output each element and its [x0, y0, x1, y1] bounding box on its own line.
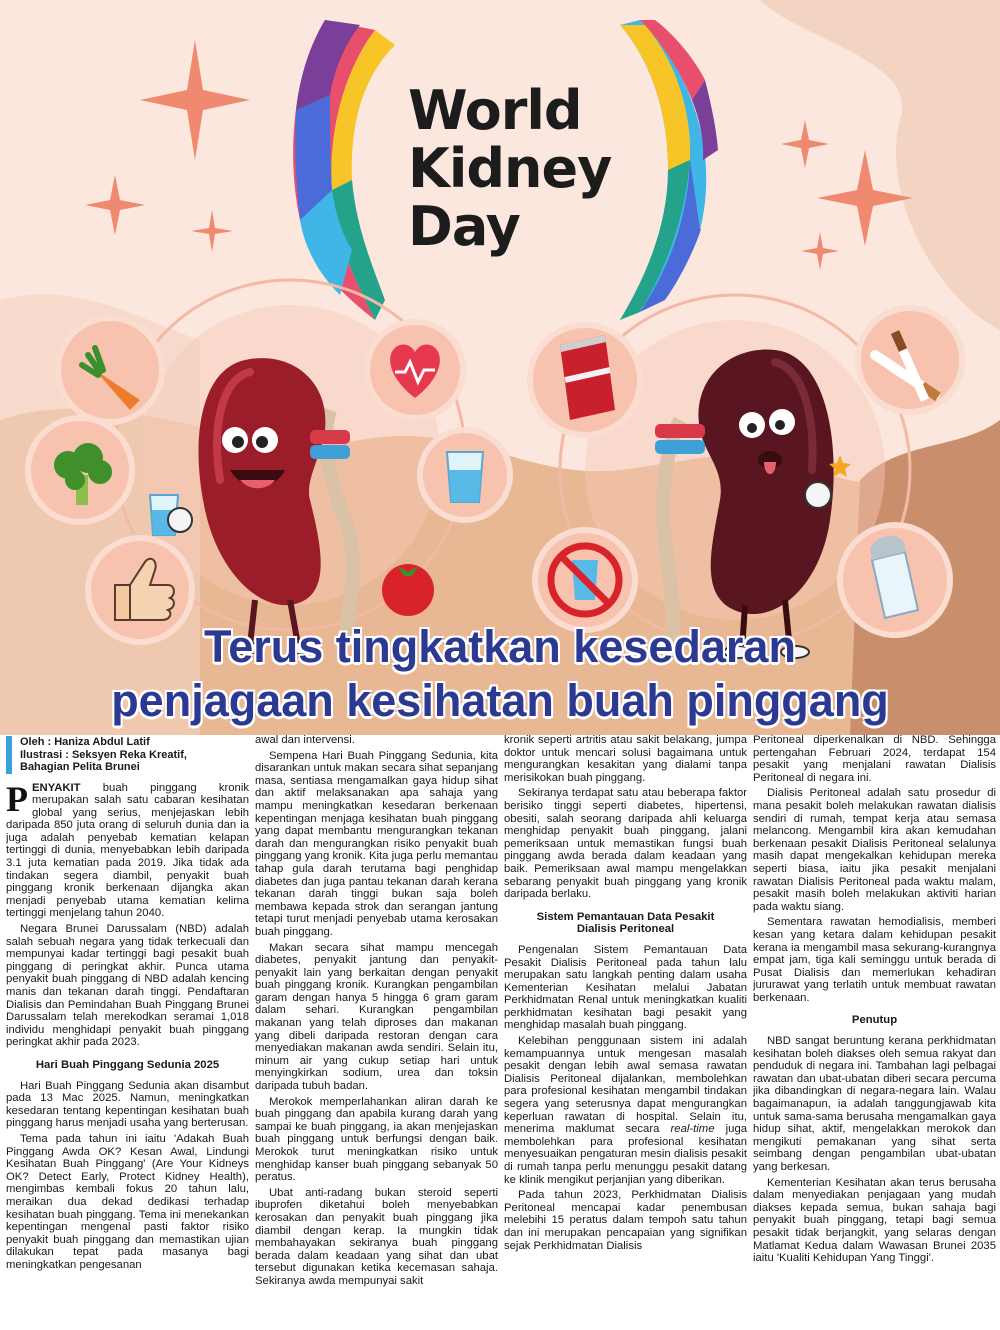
salt-shaker-icon: [840, 525, 950, 635]
paragraph-text: buah pinggang kronik merupakan salah satu cabaran kesihatan global yang serius, menjejaskan lebih daripada 850 juta orang di seluruh dunia dan ia juga adalah penyebab kematian kelapan tertinggi di dunia, menyebabkan lebih daripada 3.1 juta kematian pada 2019. Jika tidak ada tindakan segera diambil, penyakit buah pinggang kronik berkenaan dijangka akan menjadi penyebab utama kematian kelima tertinggi menjelang tahun 2040.: [6, 781, 249, 920]
background-blob-right: [760, 0, 1000, 330]
paragraph: Makan secara sihat mampu mencegah diabetes, penyakit jantung dan penyakit-penyakit lain yang berkaitan dengan penyakit buah pinggang kronik. Kurangkan pengambilan garam dengan hanya 5 hingga 6 gram garam dalam sehari. Kurangkan pengambilan makanan yang telah diproses dan makanan yang dibeli daripada restoran dengan cara menyediakan makanan awda sendiri. Selain itu, minum air yang cukup setiap hari untuk menyingkirkan sodium, urea dan toksin daripada tubuh badan.: [255, 941, 498, 1093]
byline: [6, 736, 249, 774]
heart-icon: [367, 322, 463, 418]
sparkle-icon-6: [801, 232, 839, 270]
logo-line-1: World: [408, 79, 582, 142]
headline-line-2: penjagaan kesihatan buah pinggang: [111, 675, 889, 726]
subheading-line-2: Dialisis Peritoneal: [576, 923, 675, 936]
byline-author: Oleh : Haniza Abdul Latif: [20, 736, 150, 748]
article-body: [6, 734, 994, 1326]
emphasis-text: real-time: [670, 1123, 715, 1136]
subheading: [504, 911, 747, 936]
lead-word: ENYAKIT: [32, 781, 81, 794]
tomato-icon: [382, 564, 434, 616]
right-ribbon-logo: [620, 20, 718, 320]
paragraph: [6, 778, 249, 921]
logo-line-2: Kidney: [408, 137, 612, 200]
headline-line-1: Terus tingkatkan kesedaran: [204, 621, 796, 672]
no-water-icon: [535, 530, 635, 630]
paragraph-text: Kelebihan penggunaan sistem ini adalah kemampuannya untuk mengesan masalah pesakit dengan lebih awal semasa rawatan Dialisis Peritoneal dijalankan, membolehkan para profesional kesihatan mengambil tindakan segera yang seterusnya dapat mengurangkan keperluan rawatan di hospital. Selain itu, menerima maklumat secara: [504, 1035, 747, 1136]
paragraph: Hari Buah Pinggang Sedunia akan disambut pada 13 Mac 2025. Namun, meningkatkan kesedaran tentang kepentingan kesihatan buah pinggang harus menjadi usaha yang berterusan.: [6, 1079, 249, 1130]
paragraph: Pada tahun 2023, Perkhidmatan Dialisis Peritoneal mencapai kadar penembusan melebihi 15 peratus dalam tempoh satu tahun dan ini merupakan pencapaian yang signifikan sejak Perkhidmatan Dialisis: [504, 1189, 747, 1252]
paragraph: Sempena Hari Buah Pinggang Sedunia, kita disarankan untuk makan secara sihat sepanjang masa, sentiasa mengamalkan gaya hidup sihat dan aktif melaksanakan apa sahaja yang mampu meningkatkan kesedaran berkenaan kepentingan menjaga kesihatan buah pinggang yang dapat membantu mengurangkan tekanan darah dan mengurangkan risiko penyakit buah pinggang yang kronik. Kita juga perlu memantau tahap gula darah terutama bagi penghidap diabetes dan juga pantau tekanan darah kerana tekanan darah tinggi bukan saja boleh membawa kepada strok dan serangan jantung tetapi turut menjadi penyebab utama kerosakan buah pinggang.: [255, 749, 498, 938]
byline-illustration-1: Ilustrasi : Seksyen Reka Kreatif,: [20, 748, 187, 761]
byline-illustration-2: Bahagian Pelita Brunei: [20, 761, 140, 773]
paragraph: [504, 1035, 747, 1186]
sparkle-icon-2: [85, 175, 145, 235]
paragraph: kronik seperti artritis atau sakit belakang, jumpa doktor untuk mencari solusi bagaimana untuk mengurangkan kesakitan yang dialami tanpa merisikokan buah pinggang.: [504, 734, 747, 784]
sparkle-icon-3: [191, 210, 233, 252]
cigarette-icon: [858, 308, 962, 412]
paragraph: Negara Brunei Darussalam (NBD) adalah salah sebuah negara yang tidak terkecuali dan mempunyai kadar tertinggi bagi pesakit buah pinggang di peringkat akhir. Punca utama penyakit buah pinggang di NBD adalah kencing manis dan tekanan darah tinggi. Pendaftaran Dialisis dan Pemindahan Buah Pinggang Brunei Darussalam telah merekodkan seramai 1,018 individu menghidapi penyakit buah pinggang peringkat akhir pada 2023.: [6, 923, 249, 1049]
paragraph: Dialisis Peritoneal adalah satu prosedur di mana pesakit boleh melakukan rawatan dialisis sendiri di rumah, tempat kerja atau semasa melancong. Mengambil kira akan kemudahan berkenaan pesakit Dialisis Peritoneal selalunya masih dapat mengekalkan kehidupan mereka seperti biasa, iaitu jika pesakit menjalani rawatan Dialisis Peritoneal pada waktu malam, pesakit masih boleh melakukan aktiviti harian pada waktu siang.: [753, 787, 996, 913]
soda-can-icon: [530, 325, 640, 435]
water-glass-icon: [420, 430, 510, 520]
paragraph: Kementerian Kesihatan akan terus berusaha dalam menyediakan penjagaan yang mudah diakses kepada semua, bukan sahaja bagi penyakit buah pinggang, tetapi bagi semua pesakit tidak berjangkit, yang selaras dengan Matlamat Kedua dalam Wawasan Brunei 2035 iaitu 'Kualiti Kehidupan Yang Tinggi'.: [753, 1176, 996, 1265]
sparkle-icon-1: [140, 40, 250, 160]
left-ribbon-logo: [293, 20, 395, 320]
paragraph: Sementara rawatan hemodialisis, memberi kesan yang ketara dalam kehidupan pesakit kerana ia mengambil masa sekurang-kurangnya empat jam, tiga kali seminggu untuk berada di Pusat Dialisis dan memerlukan kehadiran jururawat yang terlatih untuk membuat rawatan berkenaan.: [753, 916, 996, 1004]
paragraph: Sekiranya terdapat satu atau beberapa faktor berisiko tinggi seperti diabetes, hipertensi, obesiti, salah seorang daripada ahli keluarga menghidap penyakit buah pinggang, jalani pemeriksaan untuk memastikan fungsi buah pinggang awda berada dalam keadaan yang baik. Pemeriksaan awal mampu mengelakkan sebarang penyakit buah pinggang yang kronik daripada berlaku.: [504, 787, 747, 901]
paragraph: NBD sangat beruntung kerana perkhidmatan kesihatan boleh diakses oleh semua rakyat dan penduduk di negara ini. Tambahan lagi pelbagai rawatan dan ubat-ubatan diberi secara percuma jika dibandingkan di negara-negara lain. Walau bagaimanapun, ia adalah tanggungjawab kita untuk sama-sama berusaha mengamalkan gaya hidup sihat, aktif, mengelakkan merokok dan mengikuti pemakanan yang sihat serta seimbang dengan pengambilan ubat-ubatan yang berkesan.: [753, 1035, 996, 1173]
paragraph: Merokok memperlahankan aliran darah ke buah pinggang dan apabila kurang darah yang sampai ke buah pinggang, ia akan menjejaskan buah pinggang untuk berfungsi dengan baik. Merokok turut meningkatkan risiko untuk menghidap kanser buah pinggang sebanyak 50 peratus.: [255, 1095, 498, 1184]
subheading: Penutup: [851, 1014, 898, 1027]
paragraph: Tema pada tahun ini iaitu 'Adakah Buah Pinggang Awda OK? Kesan Awal, Lindungi Kesihatan Buah Pinggang' (Are Your Kidneys OK? Detect Early, Protect Kidney Health), mengimbas kembali fokus 20 tahun lalu, meraikan dua dekad dedikasi terhadap kesihatan buah pinggang. Tema ini menekankan kepentingan mengenal pasti faktor risiko penyakit buah pinggang dan memastikan ujian dilakukan tepat pada masanya bagi meningkatkan pengesanan: [6, 1132, 249, 1271]
drop-cap: P: [6, 778, 28, 819]
subheading: Hari Buah Pinggang Sedunia 2025: [35, 1058, 220, 1071]
article-headline: [0, 620, 1000, 728]
column-2: [255, 734, 498, 1326]
paragraph: awal dan intervensi.: [255, 734, 355, 746]
sparkle-icon-5: [781, 120, 829, 168]
subheading-line-1: Sistem Pemantauan Data Pesakit: [536, 910, 715, 923]
column-3: [504, 734, 747, 1326]
world-kidney-day-logo-text: [408, 79, 628, 258]
paragraph: Ubat anti-radang bukan steroid seperti ibuprofen diketahui boleh menyebabkan kerosakan dan penyakit buah pinggang jika diambil dengan kerap. Ia mungkin tidak membahayakan sekiranya buah pinggang berada dalam keadaan yang sihat dan ubat tersebut digunakan ketika kecemasan sahaja. Sekiranya awda mempunyai sakit: [255, 1186, 498, 1287]
logo-line-3: Day: [408, 195, 520, 258]
carrot-icon: [58, 318, 162, 422]
paragraph-text: juga membolehkan para profesional kesihatan menyesuaikan pengaturan mesin dialisis pesakit di rumah tanpa perlu menunggu pesakit datang ke klinik mengikut perjanjian yang diberikan.: [504, 1123, 747, 1186]
column-1: [6, 734, 249, 1326]
paragraph: Pengenalan Sistem Pemantauan Data Pesakit Dialisis Peritoneal pada tahun lalu merupakan satu langkah penting dalam usaha Kementerian Kesihatan melalui Jabatan Perkhidmatan Renal untuk meningkatkan kualiti perkhidmatan kesihatan bagi pesakit yang menghidap masalah buah pinggang.: [504, 943, 747, 1032]
column-4: [753, 734, 996, 1326]
paragraph: Peritoneal diperkenalkan di NBD. Sehingga pertengahan Februari 2024, terdapat 154 pesakit yang menjalani rawatan Dialisis Peritoneal di negara ini.: [753, 734, 996, 784]
broccoli-icon: [28, 418, 132, 522]
